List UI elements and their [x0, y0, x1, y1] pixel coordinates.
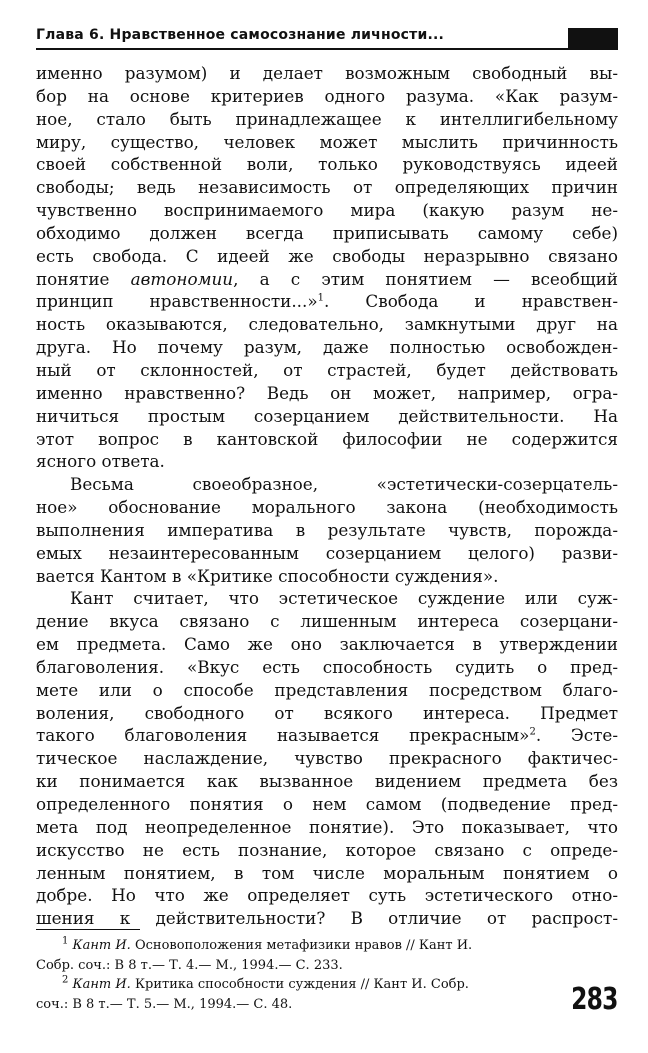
text-line-content: именно нравственно? Ведь он может, например, огра-: [36, 382, 618, 403]
footnote-separator: [36, 929, 140, 930]
emphasized-term: автономии: [130, 268, 234, 289]
text-line-content: вается Кантом в «Критике способности суждения».: [36, 565, 499, 586]
text-line-content: добре. Но что же определяет суть эстетического отно-: [36, 885, 618, 906]
text-line: [36, 496, 618, 519]
text-line-content: выполнения императива в результате чувств, порожда-: [36, 519, 618, 540]
text-line: [36, 450, 618, 473]
text-line: [36, 519, 618, 542]
footnote-ref[interactable]: 2: [529, 726, 536, 738]
text-line: [36, 428, 618, 451]
text-line-content: понятие: [36, 268, 131, 289]
footnote-text: Собр. соч.: В 8 т.— Т. 4.— М., 1994.— С. 233.: [36, 957, 343, 973]
text-line-content: своей собственной воли, только руководствуясь идеей: [36, 154, 618, 175]
footnote-author: Кант И.: [72, 938, 131, 953]
footnote-line: [36, 995, 566, 1015]
text-line-content: есть свобода. С идеей же свободы неразрывно связано: [36, 245, 618, 266]
text-line-content: мета под неопределенное понятие). Это показывает, что: [36, 816, 618, 837]
text-line: [36, 587, 618, 610]
text-line-content: бор на основе критериев одного разума. «Как разум-: [36, 85, 618, 106]
footnote-author: Кант И.: [72, 977, 131, 992]
text-line-content: определенного понятия о нем самом (подведение пред-: [36, 794, 618, 814]
footnote-text: Основоположения метафизики нравов // Кант И.: [130, 938, 473, 953]
text-line-content: искусство не есть познание, которое связано с опреде-: [36, 839, 618, 860]
text-line-content: ное, стало быть принадлежащее к интеллигибельному: [36, 108, 618, 129]
text-line: [36, 884, 618, 907]
text-line: [36, 382, 618, 405]
text-line-content: ный от склонностей, от страстей, будет действовать: [36, 359, 618, 380]
text-line: [36, 313, 618, 336]
text-line: [36, 907, 618, 930]
text-line: [36, 199, 618, 222]
text-line: [36, 473, 618, 496]
footnotes: [36, 936, 566, 1014]
footnote-line: [36, 956, 566, 976]
text-line-content: этот вопрос в кантовской философии не содержится: [36, 428, 618, 449]
text-line: [36, 359, 618, 382]
text-line-content: Весьма своеобразное, «эстетически-созерцатель-: [70, 474, 618, 495]
text-line-content: свободы; ведь независимость от определяющих причин: [36, 177, 618, 198]
text-line: [36, 153, 618, 176]
text-line-content: емых незаинтересованным созерцанием целого) разви-: [36, 542, 618, 563]
header-black-bar: [568, 28, 618, 48]
running-header: [36, 26, 618, 50]
text-line: [36, 336, 618, 359]
text-line-content: чувственно воспринимаемого мира (какую разум не-: [36, 200, 618, 221]
text-line: [36, 862, 618, 885]
text-line: [36, 268, 618, 291]
footnote-ref[interactable]: 1: [317, 292, 324, 304]
text-line: [36, 245, 618, 268]
page-number: 283: [571, 982, 618, 1017]
footnote-text: соч.: В 8 т.— Т. 5.— М., 1994.— С. 48.: [36, 996, 293, 1012]
text-line: [36, 610, 618, 633]
footnote-text: Критика способности суждения // Кант И. Собр.: [130, 977, 469, 992]
text-line-content: тическое наслаждение, чувство прекрасного фактичес-: [36, 748, 618, 769]
text-line-content: ность оказываются, следовательно, замкнутыми друг на: [36, 314, 618, 335]
text-line: [36, 405, 618, 428]
running-header-title: Глава 6. Нравственное самосознание личности...: [36, 27, 445, 43]
text-line: [36, 542, 618, 565]
text-line-content: мете или о способе представления посредством благо-: [36, 679, 618, 700]
text-line-content: такого благоволения называется прекрасным»: [36, 725, 530, 746]
text-line-content: ное» обоснование морального закона (необходимость: [36, 497, 618, 518]
text-line: [36, 565, 618, 588]
text-line-content: ничиться простым созерцанием действительности. На: [36, 405, 618, 426]
text-line-content: миру, существо, человек может мыслить причинность: [36, 131, 618, 152]
text-line-content: обходимо должен всегда приписывать самому себе): [36, 222, 618, 243]
text-line-content: благоволения. «Вкус есть способность судить о пред-: [36, 656, 618, 677]
text-line-content: дение вкуса связано с лишенным интереса созерцани-: [36, 611, 618, 632]
footnote-mark: 1: [62, 936, 69, 947]
text-line: [36, 222, 618, 245]
text-line: [36, 702, 618, 725]
footnote-line: [36, 975, 566, 995]
text-line-content: , а с этим понятием — всеобщий: [233, 268, 618, 289]
text-line: [36, 747, 618, 770]
text-line-content: . Эсте-: [535, 725, 618, 746]
text-line-content: ясного ответа.: [36, 451, 165, 472]
text-line-content: ки понимается как вызванное видением предмета без: [36, 771, 618, 792]
text-line: [36, 108, 618, 131]
text-line-content: именно разумом) и делает возможным свободный вы-: [36, 63, 618, 83]
body-text: [36, 62, 618, 930]
text-line: [36, 793, 618, 816]
text-line-content: друга. Но почему разум, даже полностью освобожден-: [36, 337, 618, 358]
text-line-content: ленным понятием, в том числе моральным понятием о: [36, 862, 618, 883]
text-line: [36, 724, 618, 747]
text-line: [36, 656, 618, 679]
text-line: [36, 839, 618, 862]
text-line-content: Кант считает, что эстетическое суждение или суж-: [70, 588, 618, 609]
text-line: [36, 770, 618, 793]
text-line: [36, 290, 618, 313]
text-line: [36, 679, 618, 702]
text-line: [36, 62, 618, 85]
text-line-content: шения к действительности? В отличие от распрост-: [36, 908, 618, 929]
text-line-content: воления, свободного от всякого интереса. Предмет: [36, 702, 618, 723]
text-line-content: . Свобода и нравствен-: [323, 291, 618, 312]
text-line-content: ем предмета. Само же оно заключается в утверждении: [36, 634, 618, 655]
text-line-content: принцип нравственности...»: [36, 291, 318, 312]
text-line: [36, 85, 618, 108]
text-line: [36, 176, 618, 199]
footnote-mark: 2: [62, 975, 69, 986]
text-line: [36, 816, 618, 839]
text-line: [36, 131, 618, 154]
footnote-line: [36, 936, 566, 956]
text-line: [36, 633, 618, 656]
